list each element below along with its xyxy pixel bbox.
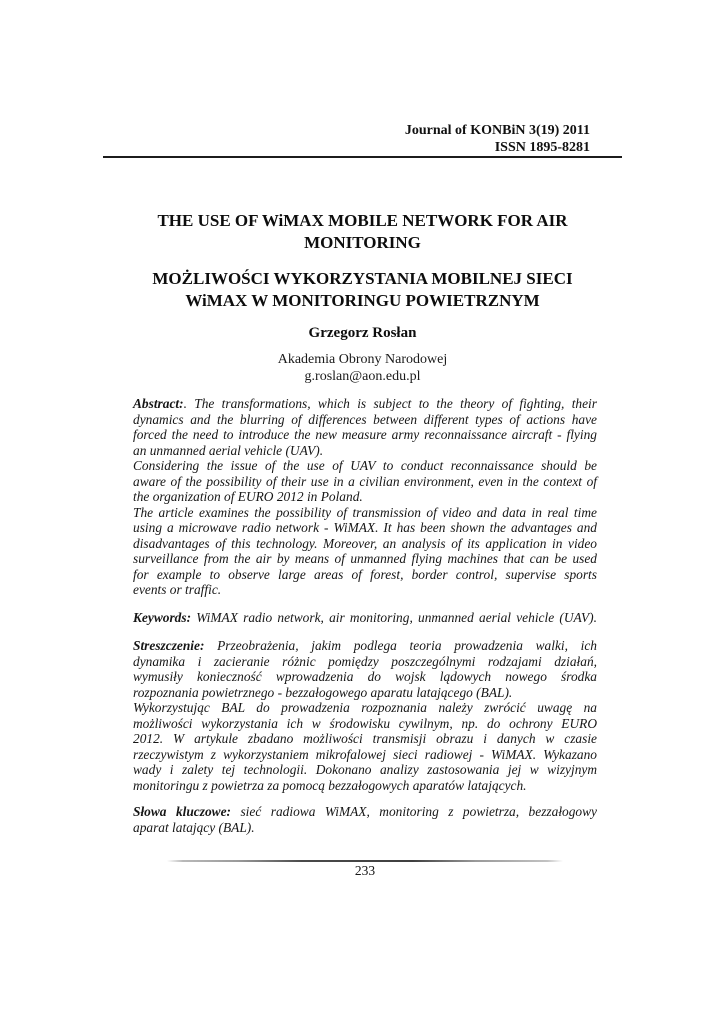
abstract-line: an unmanned aerial vehicle (UAV). (133, 442, 324, 458)
page-number: 233 (354, 863, 376, 878)
keywords-text: WiMAX radio network, air monitoring, unmanned aerial vehicle (UAV). (196, 609, 597, 625)
streszczenie-line: Wykorzystując BAL do prowadzenia rozpoznania należy zwrócić uwagę na (133, 700, 597, 715)
slowa-kluczowe-section (133, 804, 597, 835)
title-polish (115, 268, 610, 312)
abstract-line: the organization of EURO 2012 in Poland. (133, 489, 363, 504)
journal-header (103, 123, 590, 156)
abstract-line: Considering the issue of the use of UAV to conduct reconnaissance should be (133, 458, 597, 473)
abstract-line (133, 396, 597, 412)
footer-rule (167, 860, 563, 862)
streszczenie-line: wymusiły konieczność wprowadzenia do wojsk lądowych nowego środka (133, 669, 597, 684)
keywords-label: Keywords: (133, 609, 192, 625)
streszczenie-line: 2012. W artykule zbadano możliwości transmisji obrazu i danych w czasie (133, 731, 597, 746)
keywords-line (133, 610, 597, 626)
title-polish-line: WiMAX W MONITORINGU POWIETRZNYM (185, 291, 540, 310)
abstract-line: dynamics and the blurring of differences between different types of actions have (133, 411, 597, 427)
author-name: Grzegorz Rosłan (308, 325, 417, 341)
streszczenie-text: Przeobrażenia, jakim podlega teoria prowadzenia walki, ich (217, 638, 598, 653)
slowa-kluczowe-text: sieć radiowa WiMAX, monitoring z powietrza, bezzałogowy (240, 804, 597, 819)
streszczenie-line: dynamika i zacieranie różnic pomiędzy poszczególnymi rodzajami działań, (133, 653, 597, 669)
streszczenie-section (133, 638, 597, 793)
streszczenie-line (133, 638, 597, 654)
abstract-line: for example to observe large areas of forest, border control, supervise sports (133, 566, 597, 582)
title-polish-line: MOŻLIWOŚCI WYKORZYSTANIA MOBILNEJ SIECI (152, 269, 573, 288)
abstract-line: forced the need to introduce the new measure army reconnaissance aircraft - flying (133, 427, 597, 442)
streszczenie-line: rzeczywistym z wykorzystaniem mikrofalowej sieci radiowej - WiMAX. Wykazano (133, 746, 597, 762)
body-column (133, 396, 597, 835)
journal-title: Journal of KONBiN 3(19) 2011 (404, 123, 590, 138)
abstract-line: using a microwave radio network - WiMAX. It has been shown the advantages and (133, 520, 597, 535)
author-block (115, 352, 610, 385)
author-affiliation: Akademia Obrony Narodowej (277, 352, 448, 367)
abstract-text: . The transformations, which is subject to the theory of fighting, their (183, 396, 597, 411)
title-english-line: THE USE OF WiMAX MOBILE NETWORK FOR AIR (157, 211, 568, 230)
streszczenie-line: wady i zalety tej technologii. Dokonano analizy zastosowania jej w wizyjnym (133, 762, 597, 777)
abstract-line: disadvantages of this technology. Moreover, an analysis of its application in video (133, 535, 597, 551)
slowa-kluczowe-line (133, 804, 597, 820)
streszczenie-line: monitoringu z powietrza za pomocą bezzałogowych aparatów latających. (133, 777, 527, 793)
abstract-label: Abstract: (133, 396, 184, 411)
issn-number: ISSN 1895-8281 (494, 139, 590, 155)
header-rule (103, 156, 622, 158)
streszczenie-line: możliwości wykorzystania ich w środowisku cywilnym, np. do ochrony EURO (133, 715, 597, 731)
streszczenie-label: Streszczenie: (133, 638, 205, 653)
abstract-line: events or traffic. (133, 582, 222, 597)
author-email: g.roslan@aon.edu.pl (304, 368, 421, 384)
slowa-kluczowe-label: Słowa kluczowe: (133, 804, 231, 819)
abstract-section (133, 396, 597, 598)
abstract-line: The article examines the possibility of transmission of video and data in real time (133, 504, 597, 520)
slowa-kluczowe-line: aparat latający (BAL). (133, 819, 255, 835)
streszczenie-line: rozpoznania powietrznego - bezzałogowego aparatu latającego (BAL). (133, 684, 513, 700)
title-english-line: MONITORING (304, 233, 421, 252)
abstract-line: aware of the possibility of their use in a civilian environment, even in the context of (133, 473, 597, 489)
title-english (115, 210, 610, 254)
page-footer (133, 860, 597, 879)
abstract-line: surveillance from the air by means of unmanned flying machines that can be used (133, 551, 597, 566)
